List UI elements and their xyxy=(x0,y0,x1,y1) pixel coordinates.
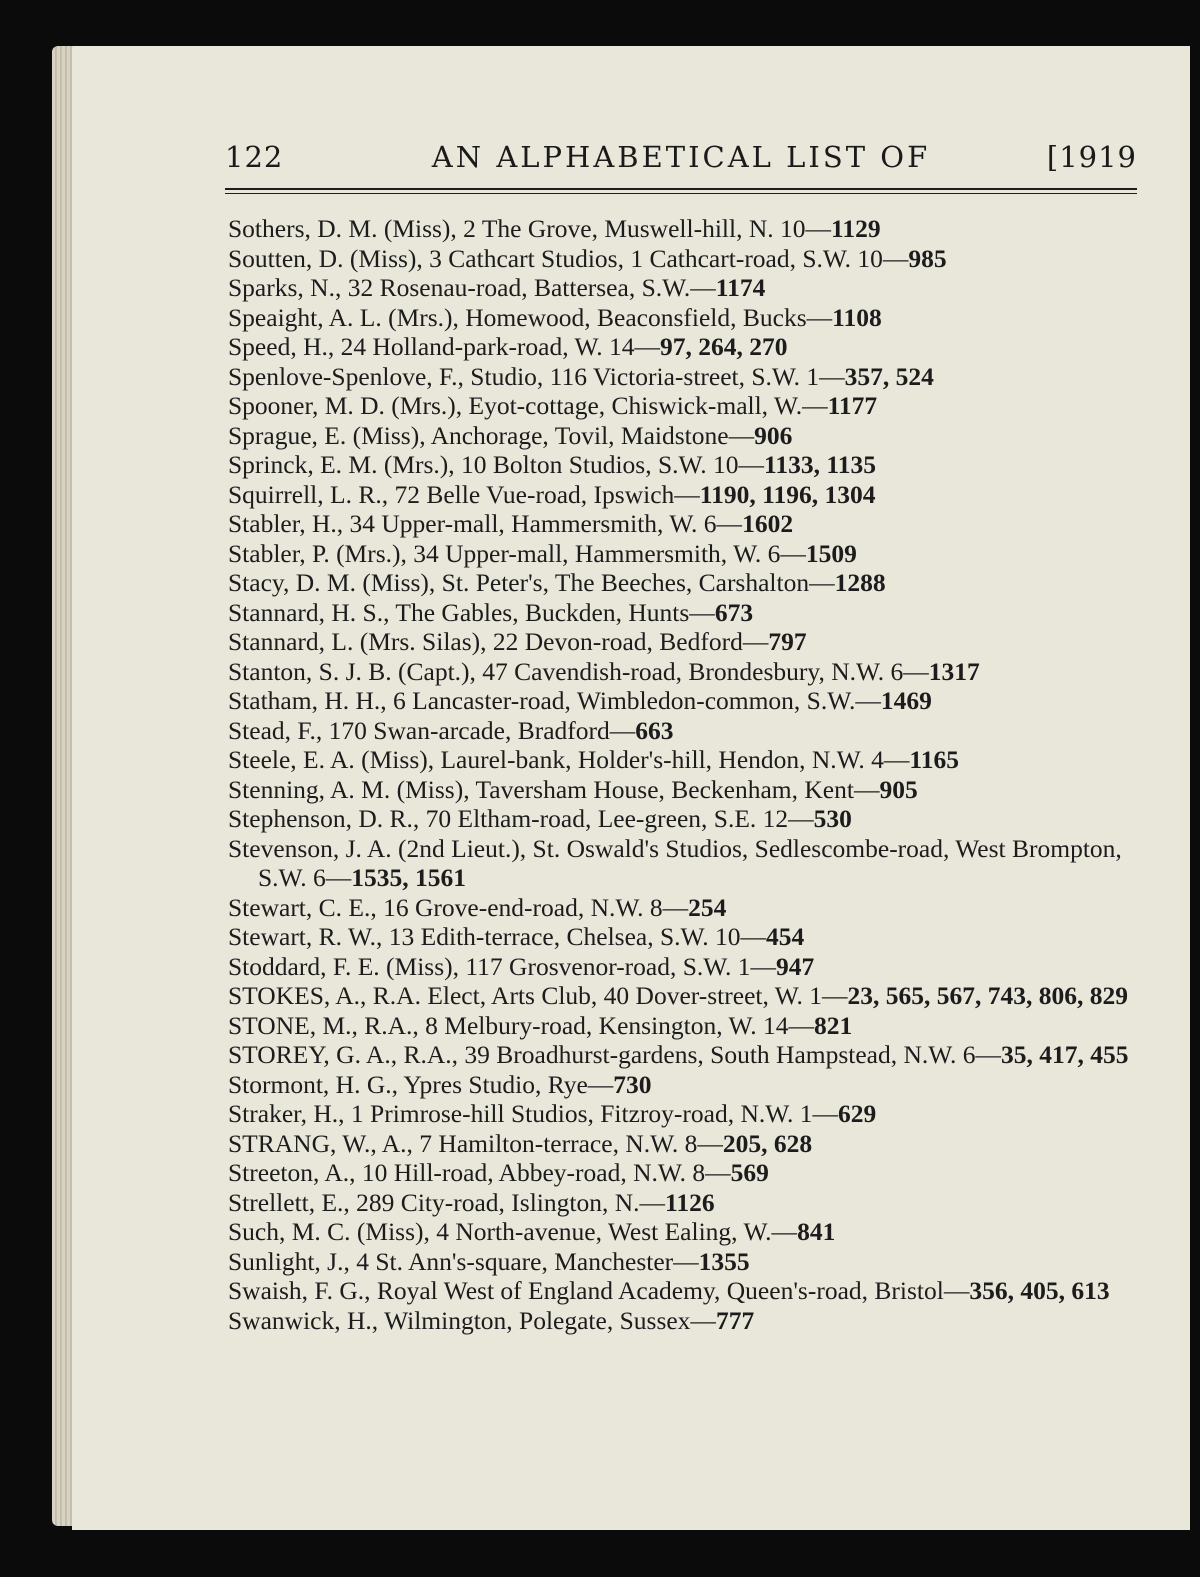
list-entry xyxy=(228,1129,1148,1159)
list-entry xyxy=(228,775,1148,805)
list-entry xyxy=(228,716,1148,746)
entry-refs: 1133, 1135 xyxy=(764,450,876,479)
list-entry xyxy=(228,1158,1148,1188)
list-entry xyxy=(228,480,1148,510)
entry-refs: 1355 xyxy=(698,1246,750,1276)
entry-refs: 673 xyxy=(714,597,754,627)
entry-refs: 905 xyxy=(879,774,918,804)
list-entry xyxy=(228,657,1148,687)
entry-text: Stormont, H. G., Ypres Studio, Rye— xyxy=(228,1069,614,1099)
entry-refs: 777 xyxy=(715,1305,755,1335)
entry-refs: 357, 524 xyxy=(844,361,934,391)
entry-refs: 356, 405, 613 xyxy=(969,1276,1110,1305)
list-entry xyxy=(228,244,1148,274)
entry-text: STRANG, W., A., 7 Hamilton-terrace, N.W. 8— xyxy=(228,1128,723,1158)
entry-text: Sunlight, J., 4 St. Ann's-square, Manchester— xyxy=(228,1246,699,1276)
entry-refs: 23, 565, 567, 743, 806, 829 xyxy=(847,981,1128,1010)
list-entry xyxy=(228,686,1148,716)
entry-refs: 1126 xyxy=(665,1187,715,1217)
entry-refs: 1602 xyxy=(742,509,794,538)
list-entry xyxy=(228,1040,1148,1070)
entry-text: STOKES, A., R.A. Elect, Arts Club, 40 Dover-street, W. 1— xyxy=(228,981,848,1010)
entry-text: STONE, M., R.A., 8 Melbury-road, Kensington, W. 14— xyxy=(228,1010,815,1040)
entry-text: Spooner, M. D. (Mrs.), Eyot-cottage, Chiswick-mall, W.— xyxy=(228,391,828,420)
entry-text: Stephenson, D. R., 70 Eltham-road, Lee-green, S.E. 12— xyxy=(228,804,814,833)
entry-text: Sothers, D. M. (Miss), 2 The Grove, Muswell-hill, N. 10— xyxy=(228,214,831,243)
list-entry xyxy=(228,1070,1148,1100)
entry-text: Soutten, D. (Miss), 3 Cathcart Studios, 1 Cathcart-road, S.W. 10— xyxy=(228,243,909,273)
list-entry xyxy=(228,952,1148,982)
entry-text: Stewart, C. E., 16 Grove-end-road, N.W. 8— xyxy=(228,892,689,922)
list-entry xyxy=(228,214,1148,244)
entry-refs: 1509 xyxy=(805,538,857,568)
entry-refs: 1288 xyxy=(834,568,886,597)
entry-text: Sparks, N., 32 Rosenau-road, Battersea, S.W.— xyxy=(228,273,716,302)
entry-text: Streeton, A., 10 Hill-road, Abbey-road, N.W. 8— xyxy=(228,1158,731,1187)
entry-text: Sprinck, E. M. (Mrs.), 10 Bolton Studios, S.W. 10— xyxy=(228,450,765,479)
entry-text: Swaish, F. G., Royal West of England Academy, Queen's-road, Bristol— xyxy=(228,1276,970,1305)
entry-refs: 841 xyxy=(797,1217,836,1246)
entry-refs: 569 xyxy=(730,1158,769,1187)
entry-text: Stead, F., 170 Swan-arcade, Bradford— xyxy=(228,715,636,745)
entry-text: Speed, H., 24 Holland-park-road, W. 14— xyxy=(228,332,661,361)
entry-text: Stanton, S. J. B. (Capt.), 47 Cavendish-road, Brondesbury, N.W. 6— xyxy=(228,656,929,686)
header-rule xyxy=(225,188,1137,190)
list-entry xyxy=(228,1188,1148,1218)
list-entry xyxy=(228,1306,1148,1336)
list-entry xyxy=(228,804,1148,834)
header-year: [1919 xyxy=(1046,140,1137,174)
entry-refs: 35, 417, 455 xyxy=(1001,1040,1129,1069)
list-entry xyxy=(228,362,1148,392)
entry-text: Squirrell, L. R., 72 Belle Vue-road, Ipswich— xyxy=(228,479,700,509)
list-entry xyxy=(228,745,1148,775)
entry-refs: 821 xyxy=(814,1010,853,1040)
list-entry xyxy=(228,893,1148,923)
list-entry xyxy=(228,391,1148,421)
running-header xyxy=(225,140,1137,180)
entry-refs: 1469 xyxy=(880,686,932,715)
list-entry xyxy=(228,1011,1148,1041)
entry-refs: 906 xyxy=(754,420,793,450)
entry-list xyxy=(228,214,1148,1335)
entry-text: Statham, H. H., 6 Lancaster-road, Wimbledon-common, S.W.— xyxy=(228,686,881,715)
list-entry xyxy=(228,1276,1148,1306)
entry-text: Stannard, H. S., The Gables, Buckden, Hunts— xyxy=(228,597,715,627)
list-entry xyxy=(228,834,1148,893)
entry-refs: 1174 xyxy=(715,273,766,302)
entry-text: Stoddard, F. E. (Miss), 117 Grosvenor-road, S.W. 1— xyxy=(228,951,777,981)
entry-text: Stannard, L. (Mrs. Silas), 22 Devon-road, Bedford— xyxy=(228,627,769,656)
entry-text: Stabler, H., 34 Upper-mall, Hammersmith, W. 6— xyxy=(228,509,743,538)
entry-text: Stewart, R. W., 13 Edith-terrace, Chelsea, S.W. 10— xyxy=(228,922,767,951)
entry-text: Stabler, P. (Mrs.), 34 Upper-mall, Hammersmith, W. 6— xyxy=(228,538,806,568)
entry-text: Stenning, A. M. (Miss), Taversham House, Beckenham, Kent— xyxy=(228,774,880,804)
list-entry xyxy=(228,509,1148,539)
entry-refs: 730 xyxy=(613,1069,652,1099)
entry-refs: 985 xyxy=(908,243,947,273)
entry-refs: 1317 xyxy=(928,656,980,686)
entry-text: Stevenson, J. A. (2nd Lieut.), St. Oswald's Studios, Sedlescombe-road, West Brompton, S.W. 6— xyxy=(228,833,1122,892)
list-entry xyxy=(228,1247,1148,1277)
entry-refs: 97, 264, 270 xyxy=(660,332,788,361)
entry-text: Straker, H., 1 Primrose-hill Studios, Fitzroy-road, N.W. 1— xyxy=(228,1099,838,1128)
entry-refs: 1535, 1561 xyxy=(351,863,467,892)
entry-refs: 663 xyxy=(635,715,674,745)
entry-refs: 947 xyxy=(776,951,815,981)
entry-text: Such, M. C. (Miss), 4 North-avenue, West Ealing, W.— xyxy=(228,1217,798,1246)
entry-refs: 530 xyxy=(813,804,852,833)
entry-text: Strellett, E., 289 City-road, Islington, N.— xyxy=(228,1187,665,1217)
list-entry xyxy=(228,922,1148,952)
entry-refs: 1190, 1196, 1304 xyxy=(699,479,876,509)
list-entry xyxy=(228,1217,1148,1247)
entry-refs: 1177 xyxy=(827,391,878,420)
list-entry xyxy=(228,303,1148,333)
entry-text: Sprague, E. (Miss), Anchorage, Tovil, Maidstone— xyxy=(228,420,755,450)
list-entry xyxy=(228,568,1148,598)
entry-refs: 629 xyxy=(837,1099,877,1128)
list-entry xyxy=(228,598,1148,628)
page-title: AN ALPHABETICAL LIST OF xyxy=(431,140,931,174)
list-entry xyxy=(228,273,1148,303)
entry-text: Swanwick, H., Wilmington, Polegate, Sussex— xyxy=(228,1305,716,1335)
entry-refs: 1108 xyxy=(832,302,882,332)
entry-text: Spenlove-Spenlove, F., Studio, 116 Victoria-street, S.W. 1— xyxy=(228,361,845,391)
entry-refs: 797 xyxy=(768,627,807,656)
list-entry xyxy=(228,450,1148,480)
list-entry xyxy=(228,421,1148,451)
list-entry xyxy=(228,332,1148,362)
entry-text: Stacy, D. M. (Miss), St. Peter's, The Beeches, Carshalton— xyxy=(228,568,835,597)
list-entry xyxy=(228,539,1148,569)
header-rule-thin xyxy=(225,193,1137,194)
list-entry xyxy=(228,1099,1148,1129)
page-number: 122 xyxy=(225,140,284,174)
entry-text: STOREY, G. A., R.A., 39 Broadhurst-gardens, South Hampstead, N.W. 6— xyxy=(228,1040,1002,1069)
entry-refs: 254 xyxy=(688,892,727,922)
entry-text: Speaight, A. L. (Mrs.), Homewood, Beaconsfield, Bucks— xyxy=(228,302,833,332)
entry-text: Steele, E. A. (Miss), Laurel-bank, Holder's-hill, Hendon, N.W. 4— xyxy=(228,745,910,774)
entry-refs: 1129 xyxy=(831,214,881,243)
entry-refs: 454 xyxy=(766,922,805,951)
list-entry xyxy=(228,981,1148,1011)
entry-refs: 1165 xyxy=(909,745,959,774)
entry-refs: 205, 628 xyxy=(722,1128,813,1158)
list-entry xyxy=(228,627,1148,657)
